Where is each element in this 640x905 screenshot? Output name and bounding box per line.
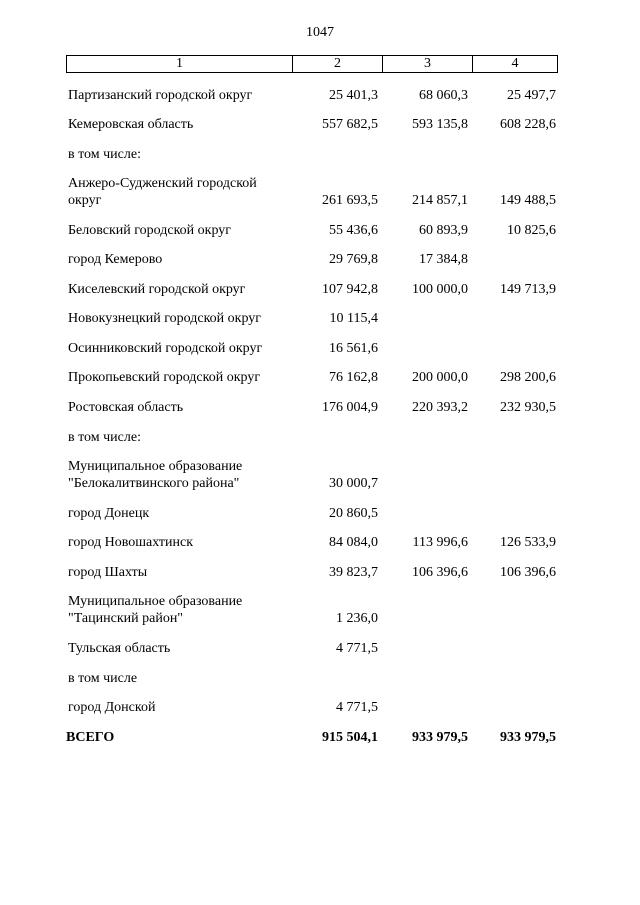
row-value-col2: 84 084,0 bbox=[329, 535, 378, 550]
row-name: город Кемерово bbox=[68, 252, 163, 267]
row-value-col3: 113 996,6 bbox=[412, 535, 468, 550]
row-value-col3: 17 384,8 bbox=[419, 252, 468, 267]
row-value-col2: 10 115,4 bbox=[329, 311, 378, 326]
row-value-col3: 60 893,9 bbox=[419, 223, 468, 238]
header-col-1: 1 bbox=[67, 56, 293, 72]
row-name: город Донской bbox=[68, 700, 156, 715]
row-value-col4: 126 533,9 bbox=[500, 535, 556, 550]
row-name: Тульская область bbox=[68, 641, 171, 656]
row-value-col2: 39 823,7 bbox=[329, 565, 378, 580]
row-value-col2: 30 000,7 bbox=[329, 476, 378, 491]
row-value-col3: 106 396,6 bbox=[412, 565, 468, 580]
row-value-col4: 149 488,5 bbox=[500, 193, 556, 208]
row-value-col2: 107 942,8 bbox=[322, 282, 378, 297]
row-value-col2: 76 162,8 bbox=[329, 370, 378, 385]
row-name: Ростовская область bbox=[68, 400, 184, 415]
row-value-col2: 55 436,6 bbox=[329, 223, 378, 238]
row-value-col2: 261 693,5 bbox=[322, 193, 378, 208]
row-name: Муниципальное образование "Тацинский район" bbox=[68, 594, 243, 626]
row-value-col2: 29 769,8 bbox=[329, 252, 378, 267]
row-name: Муниципальное образование "Белокалитвинского района" bbox=[68, 459, 243, 491]
row-value-col2: 25 401,3 bbox=[329, 88, 378, 103]
page-number: 1047 bbox=[306, 25, 334, 40]
row-value-col4: 933 979,5 bbox=[500, 730, 556, 745]
row-value-col3: 933 979,5 bbox=[412, 730, 468, 745]
row-name: Беловский городской округ bbox=[68, 223, 232, 238]
row-value-col3: 200 000,0 bbox=[412, 370, 468, 385]
row-value-col4: 298 200,6 bbox=[500, 370, 556, 385]
row-value-col3: 100 000,0 bbox=[412, 282, 468, 297]
row-value-col2: 4 771,5 bbox=[336, 700, 378, 715]
row-name: в том числе: bbox=[68, 430, 141, 445]
row-value-col2: 176 004,9 bbox=[322, 400, 378, 415]
row-value-col4: 608 228,6 bbox=[500, 117, 556, 132]
header-col-3: 3 bbox=[383, 56, 473, 72]
row-value-col4: 232 930,5 bbox=[500, 400, 556, 415]
row-name: город Шахты bbox=[68, 565, 148, 580]
row-value-col4: 149 713,9 bbox=[500, 282, 556, 297]
row-value-col4: 10 825,6 bbox=[507, 223, 556, 238]
header-col-2: 2 bbox=[293, 56, 383, 72]
row-name: Кемеровская область bbox=[68, 117, 194, 132]
row-value-col4: 106 396,6 bbox=[500, 565, 556, 580]
row-value-col2: 4 771,5 bbox=[336, 641, 378, 656]
row-value-col2: 557 682,5 bbox=[322, 117, 378, 132]
row-name: город Донецк bbox=[68, 506, 150, 521]
row-name: Осинниковский городской округ bbox=[68, 341, 263, 356]
row-name: город Новошахтинск bbox=[68, 535, 194, 550]
row-name: Прокопьевский городской округ bbox=[68, 370, 261, 385]
row-value-col2: 915 504,1 bbox=[322, 730, 378, 745]
row-name: Анжеро-Судженский городской округ bbox=[68, 176, 257, 208]
row-name: Киселевский городской округ bbox=[68, 282, 246, 297]
row-value-col3: 68 060,3 bbox=[419, 88, 468, 103]
row-value-col2: 16 561,6 bbox=[329, 341, 378, 356]
row-value-col2: 20 860,5 bbox=[329, 506, 378, 521]
row-name: ВСЕГО bbox=[66, 730, 115, 745]
row-name: в том числе: bbox=[68, 147, 141, 162]
row-value-col3: 593 135,8 bbox=[412, 117, 468, 132]
header-col-4: 4 bbox=[511, 56, 519, 71]
row-name: в том числе bbox=[68, 671, 138, 686]
row-value-col3: 220 393,2 bbox=[412, 400, 468, 415]
row-value-col2: 1 236,0 bbox=[336, 611, 378, 626]
table-header bbox=[66, 55, 558, 73]
row-value-col4: 25 497,7 bbox=[507, 88, 556, 103]
row-value-col3: 214 857,1 bbox=[412, 193, 468, 208]
row-name: Партизанский городской округ bbox=[68, 88, 253, 103]
row-name: Новокузнецкий городской округ bbox=[68, 311, 262, 326]
